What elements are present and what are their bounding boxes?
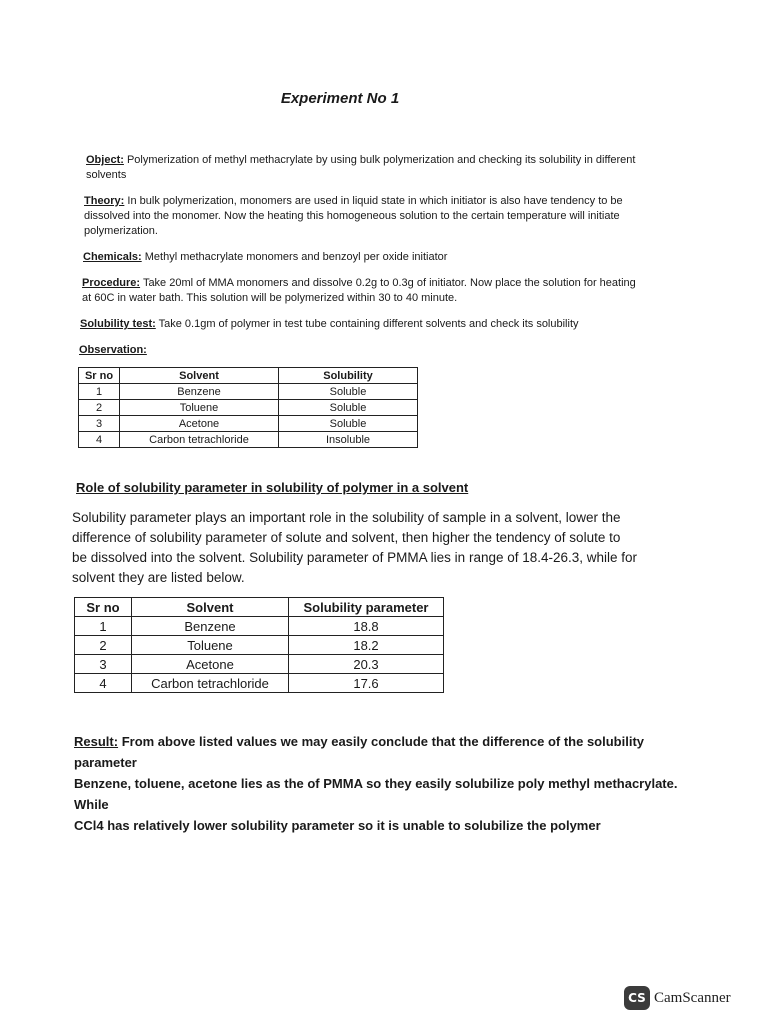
camscanner-watermark: [624, 986, 731, 1010]
result-label: Result:: [74, 734, 119, 749]
table-cell: Soluble: [279, 384, 418, 400]
section-heading: Role of solubility parameter in solubility of polymer in a solvent: [76, 480, 469, 495]
table-cell: Acetone: [132, 655, 289, 674]
table-row: [75, 636, 444, 655]
table-cell: 1: [75, 617, 132, 636]
paragraph-line: Solubility parameter plays an important role in the solubility of sample in a solvent, lower the: [72, 510, 621, 525]
table-row: [79, 384, 418, 400]
camscanner-brand-text: CamScanner: [654, 989, 731, 1006]
table-cell: 4: [75, 674, 132, 693]
column-header: Solvent: [120, 368, 279, 384]
camscanner-logo-icon: CS: [624, 986, 650, 1010]
table-row: [79, 416, 418, 432]
theory-label: Theory:: [84, 195, 125, 207]
solubility-test-label: Solubility test:: [80, 318, 156, 330]
observation-heading: Observation:: [79, 344, 147, 356]
table-row: [79, 432, 418, 448]
solubility-observation-table: [78, 367, 418, 448]
table-cell: Soluble: [279, 416, 418, 432]
procedure-text: Take 20ml of MMA monomers and dissolve 0.2g to 0.3g of initiator. Now place the solution for heating at 60C in water bath. This solution will be polymerized within 30 to 40 minute.: [82, 277, 636, 304]
paragraph-line: be dissolved into the solvent. Solubility parameter of PMMA lies in range of 18.4-26.3, while for: [72, 550, 638, 565]
solubility-parameter-paragraph: [72, 508, 672, 588]
table-cell: 1: [79, 384, 120, 400]
table-cell: 18.8: [289, 617, 444, 636]
column-header: Solvent: [132, 598, 289, 617]
table-cell: Acetone: [120, 416, 279, 432]
procedure-label: Procedure:: [82, 277, 141, 289]
table-cell: Toluene: [132, 636, 289, 655]
result-line: Benzene, toluene, acetone lies as the of PMMA so they easily solubilize poly methyl methacrylate. While: [74, 776, 678, 812]
column-header: Sr no: [75, 598, 132, 617]
table-cell: 18.2: [289, 636, 444, 655]
table-cell: Carbon tetrachloride: [120, 432, 279, 448]
table-cell: 20.3: [289, 655, 444, 674]
table-cell: 3: [79, 416, 120, 432]
table-header-row: [79, 368, 418, 384]
chemicals-text: Methyl methacrylate monomers and benzoyl per oxide initiator: [144, 251, 448, 263]
object-text: Polymerization of methyl methacrylate by using bulk polymerization and checking its solubility in different solvents: [86, 154, 636, 181]
table-row: [75, 655, 444, 674]
table-cell: Carbon tetrachloride: [132, 674, 289, 693]
table-row: [79, 400, 418, 416]
page-title: Experiment No 1: [280, 90, 400, 107]
table-cell: Toluene: [120, 400, 279, 416]
solubility-test-paragraph: [80, 317, 660, 332]
result-paragraph: [74, 731, 694, 836]
table-row: [75, 674, 444, 693]
table-cell: Soluble: [279, 400, 418, 416]
table-cell: 2: [79, 400, 120, 416]
result-line: CCl4 has relatively lower solubility parameter so it is unable to solubilize the polymer: [74, 818, 601, 833]
table-cell: 4: [79, 432, 120, 448]
paragraph-line: difference of solubility parameter of solute and solvent, then higher the tendency of solute to: [72, 530, 621, 545]
table-header-row: [75, 598, 444, 617]
object-label: Object:: [86, 154, 124, 166]
object-paragraph: [86, 153, 646, 183]
column-header: Sr no: [79, 368, 120, 384]
theory-text: In bulk polymerization, monomers are used in liquid state in which initiator is also have tendency to be dissolved into the monomer. Now the heating this homogeneous solution to the certain temperature will initiate polymerization.: [84, 195, 623, 237]
table-cell: 2: [75, 636, 132, 655]
solubility-parameter-table: [74, 597, 444, 693]
column-header: Solubility: [279, 368, 418, 384]
chemicals-paragraph: [83, 250, 643, 265]
table-cell: Insoluble: [279, 432, 418, 448]
solubility-test-text: Take 0.1gm of polymer in test tube containing different solvents and check its solubility: [158, 318, 579, 330]
table-cell: 3: [75, 655, 132, 674]
chemicals-label: Chemicals:: [83, 251, 142, 263]
table-cell: Benzene: [120, 384, 279, 400]
procedure-paragraph: [82, 276, 642, 306]
paragraph-line: solvent they are listed below.: [72, 570, 245, 585]
table-cell: 17.6: [289, 674, 444, 693]
result-line: Result: From above listed values we may easily conclude that the difference of the solubility parameter: [74, 734, 644, 770]
table-cell: Benzene: [132, 617, 289, 636]
table-row: [75, 617, 444, 636]
column-header: Solubility parameter: [289, 598, 444, 617]
theory-paragraph: [84, 194, 644, 239]
